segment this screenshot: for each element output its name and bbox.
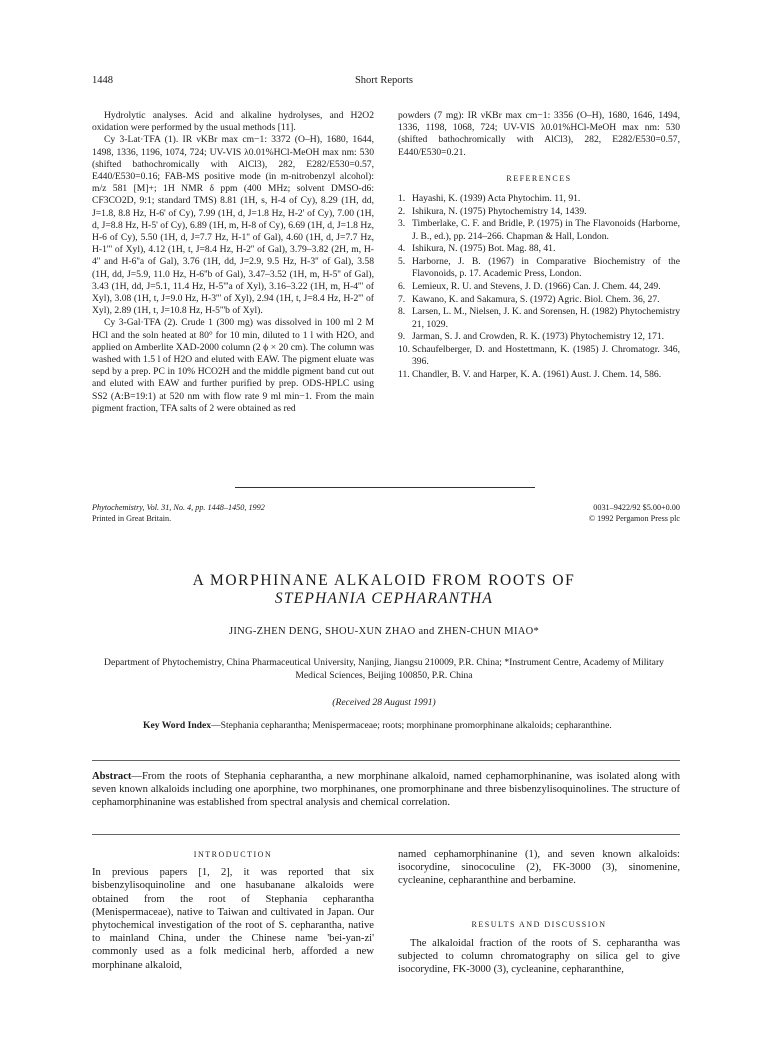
introduction-heading: INTRODUCTION xyxy=(193,850,273,859)
reference-number: 11. xyxy=(398,368,410,380)
article-title-line1: A MORPHINANE ALKALOID FROM ROOTS OF xyxy=(192,572,576,589)
reference-item xyxy=(398,193,680,205)
reference-item xyxy=(398,331,680,343)
reference-text: Lemieux, R. U. and Stevens, J. D. (1966) Can. J. Chem. 44, 249. xyxy=(412,280,661,292)
running-title: Short Reports xyxy=(354,75,414,86)
reference-number: 6. xyxy=(398,280,406,292)
results-text: The alkaloidal fraction of the roots of S. cepharantha was subjected to column chromatography on silica gel to give isocorydine, FK-3000 (3), cycleanine, cepharanthine, xyxy=(398,937,680,976)
paragraph-cy-3-lat: Cy 3-Lat·TFA (1). IR νKBr max cm−1: 3372 (O–H), 1680, 1644, 1498, 1336, 1196, 1074, 724; UV-VIS λ0.01%HCl-MeOH max nm: 530 (shifted bathochromically with AlCl3), 282, E282/E530=0.57, E440/E530=0.16; FAB-MS positive mode (in m-nitrobenzyl alcohol): m/z 581 [M]+; 1H NMR δ ppm (400 MHz; solvent DMSO-d6: CF3CO2D, 9:1; standard TMS) 8.81 (1H, s, H-4 of Cy), 8.29 (1H, dd, J=1.8, 8.8 Hz, H-6' of Cy), 7.99 (1H, d, J=1.8 Hz, H-2' of Cy), 7.00 (1H, d, J=8.8 Hz, H-5' of Cy), 6.89 (1H, m, H-8 of Cy), 6.69 (1H, d, J=1.8 Hz, H-6 of Cy), 5.50 (1H, d, J=7.7 Hz, H-1'' of Gal), 4.60 (1H, d, J=7.7 Hz, H-1''' of Xyl), 4.12 (1H, t, J=8.4 Hz, H-2'' of Gal), 3.79–3.82 (2H, m, H-4'' and H-6''a of Gal), 3.76 (1H, dd, J=2.9, 9.5 Hz, H-3'' of Gal), 3.58 (1H, dd, J=5.9, 11.0 Hz, H-6''b of Gal), 3.47–3.52 (1H, m, H-5'' of Gal), 3.43 (1H, dd, J=5.1, 11.4 Hz, H-5'''a of Xyl), 3.16–3.22 (1H, m, H-4''' of Xyl), 3.08 (1H, t, J=9.0 Hz, H-3''' of Xyl), 2.94 (1H, t, J=8.4 Hz, H-2''' of Xyl), 2.89 (1H, t, J=10.8 Hz, H-5'''b of Xyl). xyxy=(92,134,374,317)
reference-number: 1. xyxy=(398,193,406,205)
reference-text: Kawano, K. and Sakamura, S. (1972) Agric. Biol. Chem. 36, 27. xyxy=(412,293,660,305)
introduction-section xyxy=(92,848,374,972)
reference-number: 4. xyxy=(398,243,406,255)
reference-text: Hayashi, K. (1939) Acta Phytochim. 11, 91. xyxy=(412,193,581,205)
reference-number: 8. xyxy=(398,306,406,318)
journal-info xyxy=(92,503,265,524)
journal-citation: Phytochemistry, Vol. 31, No. 4, pp. 1448–1450, 1992 xyxy=(92,503,265,512)
reference-number: 2. xyxy=(398,205,406,217)
reference-text: Jarman, S. J. and Crowden, R. K. (1973) Phytochemistry 12, 171. xyxy=(412,331,665,343)
abstract-label: Abstract xyxy=(92,771,132,782)
received-date: (Received 28 August 1991) xyxy=(332,697,436,708)
printed-in: Printed in Great Britain. xyxy=(92,513,172,523)
article-title-line2: STEPHANIA CEPHARANTHA xyxy=(274,590,494,607)
keywords-label: Key Word Index xyxy=(143,720,212,731)
reference-text: Harborne, J. B. (1967) in Comparative Biochemistry of the Flavonoids, p. 17. Academic Press, London. xyxy=(412,256,680,280)
reference-number: 7. xyxy=(398,293,406,305)
references-list xyxy=(398,193,680,381)
reference-number: 3. xyxy=(398,218,406,230)
page-number: 1448 xyxy=(92,75,113,86)
left-column xyxy=(92,110,374,415)
introduction-text: In previous papers [1, 2], it was reported that six bisbenzylisoquinoline and one hasubanane alkaloids were obtained from the root of Stephania cepharantha (Menispermaceae), native to Taiwan and cultivated in Japan. Our phytochemical investigation of the root of S. cepharantha, native to mainland China, under the Chinese name 'bei-yan-zi' commonly used as a folk medicinal herb, afforded a new morphinane alkaloid, xyxy=(92,867,374,971)
reference-item xyxy=(398,256,680,280)
abstract-top-rule xyxy=(92,760,680,761)
reference-item xyxy=(398,281,680,293)
reference-item xyxy=(398,369,680,381)
reference-text: Chandler, B. V. and Harper, K. A. (1961) Aust. J. Chem. 14, 586. xyxy=(412,368,662,380)
keywords xyxy=(143,719,630,732)
reference-number: 5. xyxy=(398,256,406,268)
reference-text: Ishikura, N. (1975) Phytochemistry 14, 1439. xyxy=(412,205,587,217)
reference-text: Larsen, L. M., Nielsen, J. K. and Sorensen, H. (1982) Phytochemistry 21, 1029. xyxy=(412,306,680,330)
results-heading: RESULTS AND DISCUSSION xyxy=(471,919,607,929)
reference-item xyxy=(398,344,680,368)
abstract-bottom-rule xyxy=(92,834,680,835)
reference-item xyxy=(398,306,680,330)
reference-number: 10. xyxy=(398,343,410,355)
reference-item xyxy=(398,243,680,255)
references-heading: REFERENCES xyxy=(506,173,572,183)
paragraph-hydrolytic: Hydrolytic analyses. Acid and alkaline hydrolyses, and H2O2 oxidation were performed by the usual methods [11]. xyxy=(92,110,374,134)
reference-number: 9. xyxy=(398,331,406,343)
introduction-continuation: named cephamorphinanine (1), and seven known alkaloids: isocorydine, sinococuline (2), FK-3000 (3), sinomenine, cycleanine, cepharanthine and berbamine. xyxy=(398,849,680,887)
copyright-info xyxy=(480,503,680,524)
reference-text: Schaufelberger, D. and Hostettmann, K. (1985) J. Chromatogr. 346, 396. xyxy=(412,343,680,368)
section-divider xyxy=(235,487,535,488)
reference-item xyxy=(398,294,680,306)
paragraph-continuation: powders (7 mg): IR νKBr max cm−1: 3356 (O–H), 1680, 1646, 1494, 1336, 1198, 1068, 724; UV-VIS λ0.01%HCl-MeOH max nm: 530 (shifted bathochromically with AlCl3), 282, E282/E530=0.57, E440/E530=0.21. xyxy=(398,110,680,158)
abstract xyxy=(92,770,680,810)
paragraph-cy-3-gal: Cy 3-Gal·TFA (2). Crude 1 (300 mg) was dissolved in 100 ml 2 M HCl and the soln heated at 80° for 10 min, diluted to 1 l with H2O, and applied on Amberlite XAD-2000 column (2 ϕ × 20 cm). The column was washed with 1.5 l of H2O and eluted with EAW. The pigment eluate was sepd by a prep. PC in 10% HCO2H and the middle pigment band cut out and eluted with EAW and further purified by prep. ODS-HPLC using SS2 (A:B=19:1) at 520 nm with flow rate 9 ml min−1. From the main pigment fraction, TFA salts of 2 were obtained as red xyxy=(92,317,374,414)
copyright: © 1992 Pergamon Press plc xyxy=(588,513,680,523)
right-column xyxy=(398,110,680,382)
keywords-text: —Stephania cepharantha; Menispermaceae; roots; morphinane promorphinane alkaloids; cepharanthine. xyxy=(211,720,612,731)
issn: 0031–9422/92 $5.00+0.00 xyxy=(593,503,680,512)
reference-text: Ishikura, N. (1975) Bot. Mag. 88, 41. xyxy=(412,243,556,255)
article-authors: JING-ZHEN DENG, SHOU-XUN ZHAO and ZHEN-CHUN MIAO* xyxy=(228,626,540,637)
reference-text: Timberlake, C. F. and Bridle, P. (1975) in The Flavonoids (Harborne, J. B., ed.), pp. 214–266. Chapman & Hall, London. xyxy=(412,218,680,242)
reference-item xyxy=(398,218,680,242)
article-affiliation: Department of Phytochemistry, China Pharmaceutical University, Nanjing, Jiangsu 210009, P.R. China; *Instrument Centre, Academy of Military Medical Sciences, Beijing 100850, P.R. China xyxy=(104,657,664,681)
right-lower-section xyxy=(398,848,680,976)
reference-item xyxy=(398,206,680,218)
abstract-text: —From the roots of Stephania cepharantha, a new morphinane alkaloid, named cephamorphinanine, was isolated along with seven known alkaloids including one aporphine, two morphinanes, one promorphinane and three bisbenzylisoquinolines. The structure of cephamorphinanine was established from spectral analysis and chemical correlation. xyxy=(92,771,680,809)
